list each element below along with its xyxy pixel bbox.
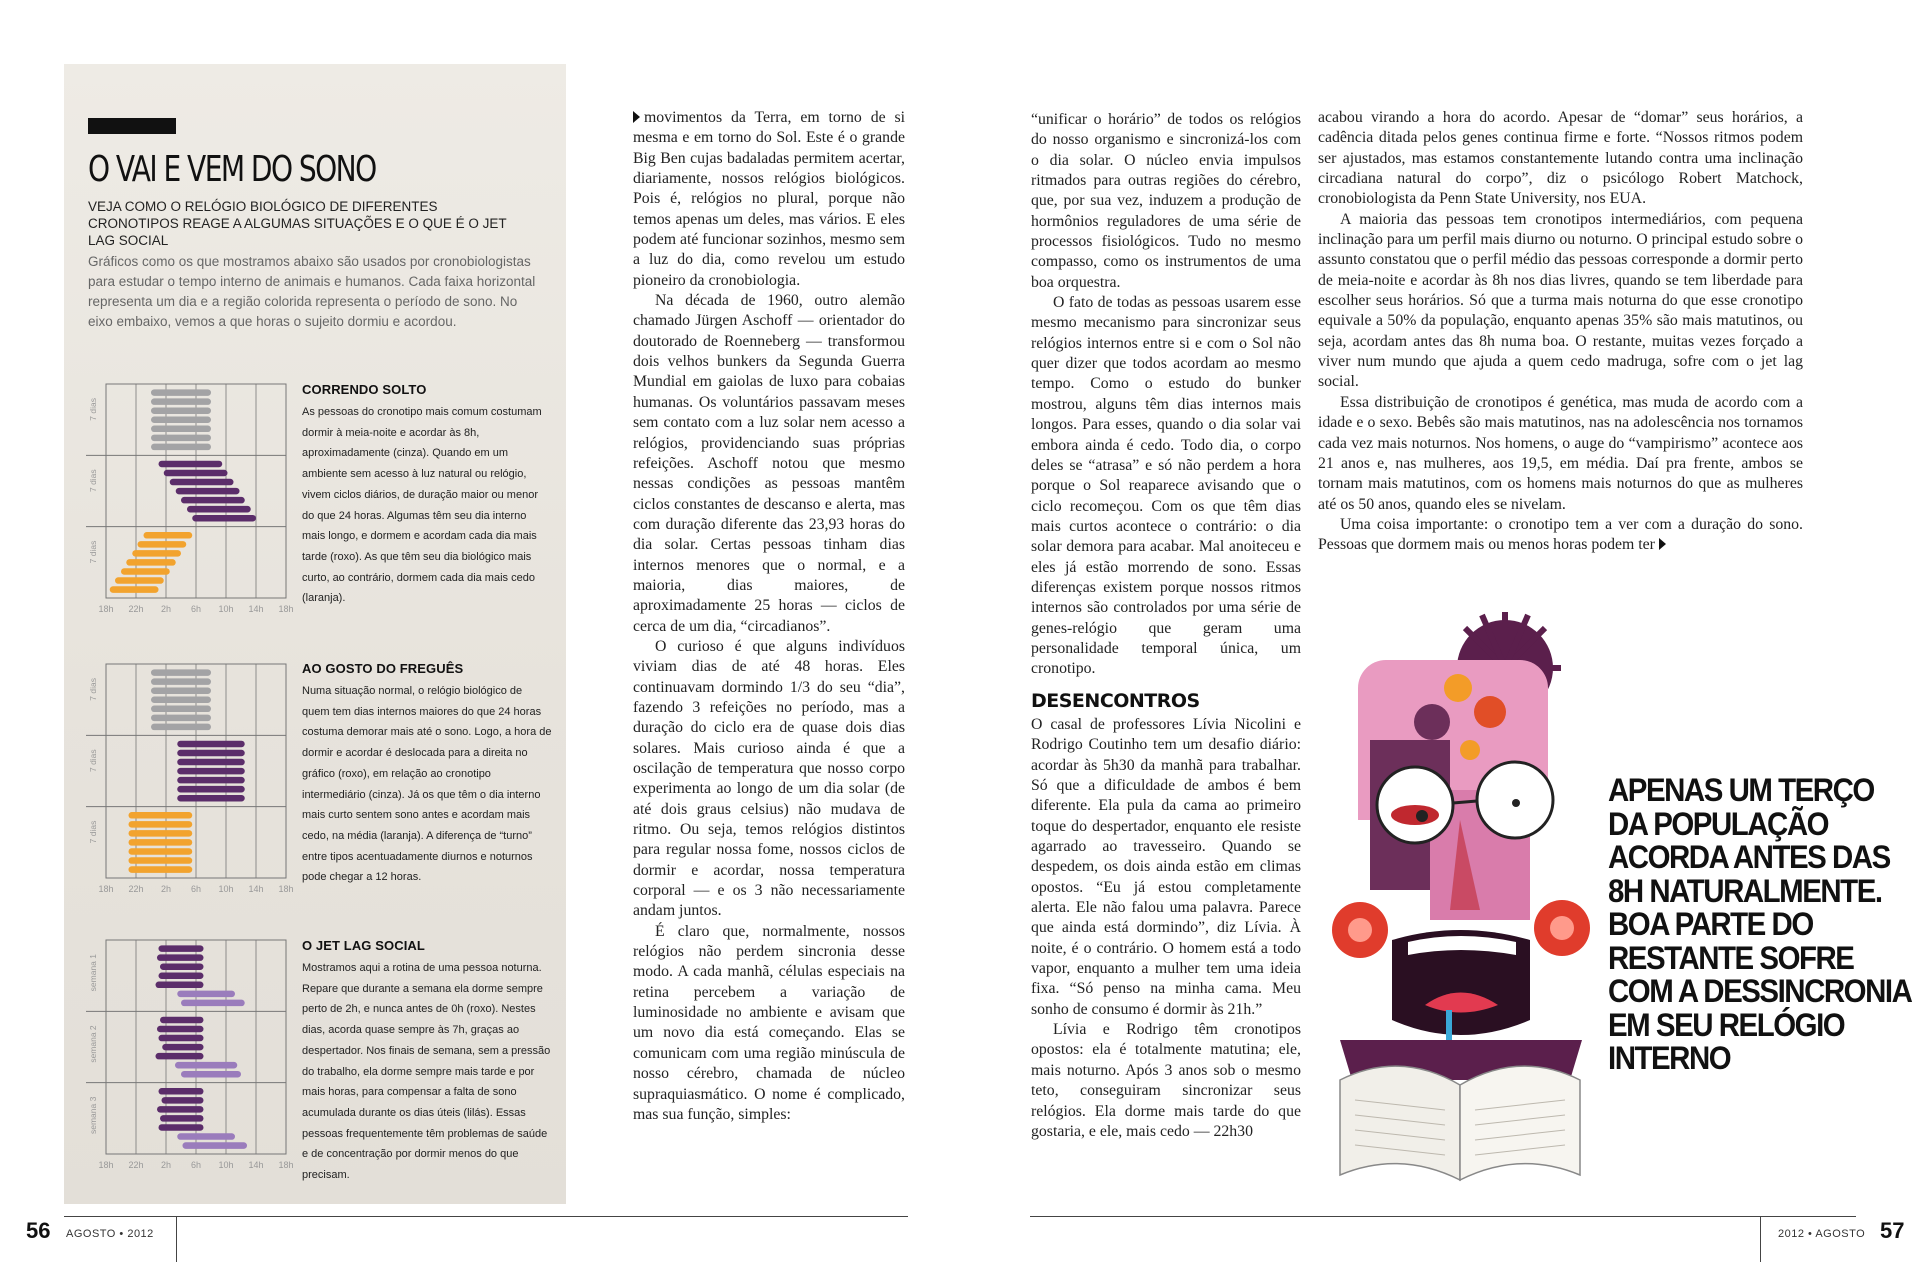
x-tick-label: 14h: [248, 884, 264, 894]
sleep-bar: [175, 1062, 237, 1069]
sleep-bar: [151, 706, 211, 713]
sleep-bar: [151, 669, 211, 676]
gear-icon: [1444, 674, 1472, 702]
article-column-2: [1031, 110, 1301, 1142]
paragraph: Na década de 1960, outro alemão chamado Jürgen Aschoff — orientador do doutorado de Roenneberg — transformou dois velhos bunkers da Segunda Guerra Mundial em gaiolas de luxo para cobaias humanas. Os voluntários passavam meses sem contato com a luz solar nem acesso a relógios, providenciando suas próprias refeições. Aschoff notou que mesmo nessas condições as pessoas mantêm ciclos constantes de descanso e alerta, mas com duração diferente das 23,93 horas do dia solar. Certas pessoas tinham dias internos menores que o normal, e a maioria, dias maiores, de aproximadamente 25 horas — ciclos de cerca de um dia, “circadianos”.: [633, 292, 905, 635]
sleep-bar: [151, 426, 211, 433]
sleep-bar: [151, 435, 211, 442]
x-tick-label: 14h: [248, 604, 264, 614]
section-text: Mostramos aqui a rotina de uma pessoa noturna. Repare que durante a semana ela dorme sempre perto de 2h, e nunca antes de 0h (roxo). Nestes dias, acorda quase sempre às 7h, graças ao despertador. Nos finais de semana, sem a pressão do trabalho, ela dorme sempre mais tarde e por mais horas, para compensar a falta de sono acumulada durante os dias úteis (lilás). Essas pessoas frequentemente têm problemas de saúde e de concentração por dormir menos do que precisam.: [302, 962, 551, 1182]
sleep-chart-svg: [86, 664, 294, 896]
x-tick-label: 22h: [128, 1160, 144, 1170]
sleep-bar: [129, 866, 193, 873]
title-bar-decoration: [88, 118, 176, 134]
paragraph: O casal de professores Lívia Nicolini e Rodrigo Coutinho tem um desafio diário: acordar às 5h30 da manhã para trabalhar. Só que a dificuldade de ambos é bem diferente. Ela pula da cama ao primeiro toque do despertador, enquanto ele resiste agarrado ao travesseiro. Quando se despedem, os dois ainda estão em climas opostos. “Eu já estou completamente alerta. Ele não falou uma palavra. Parece que ainda está dormindo”, diz Lívia. À noite, é o contrário. O homem está a todo vapor, enquanto a mulher tem uma ideia fixa. “Só penso na minha cama. Meu sonho de consumo é dormir às 21h.”: [1031, 715, 1301, 1018]
sleep-bar: [151, 389, 211, 396]
group-label: 7 dias: [88, 678, 98, 701]
sleep-bar: [151, 407, 211, 414]
paragraph: A maioria das pessoas tem cronotipos intermediários, com pequena inclinação para um perfil mais diurno ou noturno. O principal estudo sobre o assunto constatou que o perfil médio das pessoas corresponde a dormir perto de meia-noite e acordar às 8h nos dias livres, quando se tem liberdade para escolher seus horários. Só que a turma mais noturna do que esse cronotipo equivale a 50% da população, enquanto apenas 35% são mais matutinos, ou seja, acordam antes das 8h numa boa. O restante, muitas vezes forçado a viver num mundo que ajuda a quem cedo madruga, sofre com o jet lag social.: [1318, 210, 1803, 391]
sleep-bar: [162, 1097, 204, 1104]
x-tick-label: 22h: [128, 604, 144, 614]
sleep-bar: [121, 568, 170, 575]
sleep-bar: [129, 848, 193, 855]
sleep-bar: [129, 857, 193, 864]
sleep-bar: [156, 1053, 204, 1060]
sleep-bar: [159, 461, 223, 468]
paragraph: movimentos da Terra, em torno de si mesma e em torno do Sol. Este é o grande Big Ben cujas badaladas permitem acertar, diariamente, nossos relógios biológicos. Pois é, relógios no plural, porque não temos apenas um deles, mas vários. E eles podem até funcionar sozinhos, mesmo sem a luz do dia, como revelou um estudo pioneiro da cronobiologia.: [633, 109, 905, 289]
sleep-bar: [160, 1115, 204, 1122]
x-tick-label: 18h: [98, 1160, 114, 1170]
sleep-bar: [157, 954, 204, 961]
paragraph: O fato de todas as pessoas usarem esse mesmo mecanismo para sincronizar seus relógios internos entre si e com o Sol não quer dizer que todos acordam ao mesmo tempo. Como o estudo do bunker mostrou, alguns têm dias internos mais longos. Para esses, quando o dia solar vai embora ainda é cedo. Todo dia, o corpo deles se “atrasa” e só não perdem a hora porque o Sol reaparece avisando que o ciclo recomeçou. Com os que têm dias mais curtos acontece o contrário: o dia solar demora para acabar. Mal anoiteceu e eles já estão morrendo de sono. Essas diferenças existem porque nossos ritmos internos são controlados por uma série de genes-relógio que geram uma personalidade temporal única, um cronotipo.: [1031, 294, 1301, 678]
sleep-bar: [160, 963, 204, 970]
sleep-bar: [183, 1142, 248, 1149]
sleep-bar: [177, 768, 245, 775]
sleep-bar: [151, 678, 211, 685]
sleep-bar: [181, 1071, 241, 1078]
sleep-bar: [177, 1133, 235, 1140]
article-column-3: [1318, 108, 1803, 556]
sleep-bar: [177, 750, 245, 757]
paragraph: Essa distribuição de cronotipos é genética, mas muda de acordo com a idade e o sexo. Bebês são mais matutinos, nas na adolescência nos tornamos cada vez mais noturnos. Nos homens, o auge do “vampirismo” acontece aos 21 anos e, nas mulheres, aos 19,5, em média. Daí pra frente, ambos se tornam mais matutinos, com os homens mais noturnos do que as mulheres até os 50 anos, quando eles se nivelam.: [1318, 393, 1803, 513]
sleep-bar: [177, 991, 235, 998]
footer-rule-right: [1030, 1216, 1856, 1217]
book-left-page: [1340, 1066, 1460, 1180]
sleep-bar: [159, 1035, 204, 1042]
x-tick-label: 6h: [190, 1160, 202, 1170]
paragraph: Uma coisa importante: o cronotipo tem a ver com a duração do sono. Pessoas que dormem mais ou menos horas podem ter: [1318, 515, 1803, 554]
x-tick-label: 18h: [98, 884, 114, 894]
sleep-bar: [177, 777, 245, 784]
section-jet-lag-social: [302, 938, 552, 1186]
sleep-bar: [192, 515, 256, 522]
sleep-bar: [159, 945, 204, 952]
sleep-bar: [115, 577, 164, 584]
section-ao-gosto-do-fregues: [302, 661, 552, 888]
issue-date-left: AGOSTO • 2012: [66, 1228, 154, 1240]
group-label: semana 1: [88, 954, 98, 992]
sleep-bar: [177, 759, 245, 766]
paragraph: É claro que, normalmente, nossos relógios não perdem sincronia desse modo. A cada manhã, células especiais na retina percebem a variação de luminosidade no ambiente e avisam que um novo dia está começando. Elas se comunicam com uma região minúscula de nosso cérebro, chamada de núcleo supraquiasmático. O nome é complicado, mas sua função, simples:: [633, 922, 905, 1123]
x-tick-label: 6h: [190, 604, 202, 614]
paragraph: acabou virando a hora do acordo. Apesar de “domar” seus horários, a cadência ditada pelos genes continua firme e forte. “Nossos ritmos podem ser ajustados, mas estamos constantemente lutando contra uma inclinação circadiana natural do corpo”, diz o psicólogo Robert Matchock, cronobiologista da Penn State University, nos EUA.: [1318, 109, 1803, 208]
footer-divider-left: [176, 1216, 177, 1262]
sleep-bar: [138, 541, 187, 548]
sleep-bar: [156, 982, 204, 989]
group-label: 7 dias: [88, 469, 98, 493]
sleep-bar: [159, 973, 204, 980]
group-label: 7 dias: [88, 820, 98, 844]
sleep-bar: [160, 1017, 204, 1024]
infographic-title: O VAI E VEM DO SONO: [88, 149, 376, 190]
sleep-bar: [144, 532, 193, 539]
section-text: As pessoas do cronotipo mais comum costumam dormir à meia-noite e acordar às 8h, aproximadamente (cinza). Quando em um ambiente sem acesso à luz natural ou relógio, vivem ciclos diários, de duração maior ou menor do que 24 horas. Algumas têm seu dia interno mais longo, e dormem e acordam cada dia mais tarde (roxo). As que têm seu dia biológico mais curto, ao contrário, dormem cada dia mais cedo (laranja).: [302, 406, 542, 605]
sleep-bar: [159, 1088, 204, 1095]
section-text: Numa situação normal, o relógio biológico de quem tem dias internos maiores do que 24 horas costuma demorar mais até o sono. Logo, a hora de dormir e acordar é deslocada para a direita no gráfico (roxo), em relação ao cronotipo intermediário (cinza). Já os que têm o dia interno mais curto sentem sono antes e acordam mais cedo, na média (laranja). A diferença de “turno” entre tipos acentuadamente diurnos e noturnos pode chegar a 12 horas.: [302, 685, 552, 884]
x-tick-label: 18h: [278, 604, 294, 614]
x-tick-label: 6h: [190, 884, 202, 894]
sleep-bar: [181, 497, 245, 504]
sleep-bar: [176, 488, 240, 495]
gear-icon: [1474, 696, 1506, 728]
group-label: 7 dias: [88, 749, 98, 773]
sleep-chart-svg: [86, 940, 294, 1172]
x-tick-label: 18h: [98, 604, 114, 614]
x-tick-label: 10h: [218, 604, 234, 614]
x-tick-label: 2h: [160, 884, 172, 894]
x-tick-label: 18h: [278, 1160, 294, 1170]
continuation-arrow-icon: [633, 111, 640, 123]
group-label: semana 3: [88, 1096, 98, 1135]
sleep-bar: [129, 821, 193, 828]
sleep-chart-svg: [86, 384, 294, 616]
sleep-bar: [132, 550, 181, 557]
sleep-bar: [129, 812, 193, 819]
sleep-bar: [151, 417, 211, 424]
article-column-1: [633, 108, 905, 1125]
section-correndo-solto: [302, 382, 552, 609]
section-heading: O JET LAG SOCIAL: [302, 938, 425, 953]
sleep-bar: [177, 786, 245, 793]
gear-icon: [1460, 740, 1480, 760]
x-tick-label: 22h: [128, 884, 144, 894]
infographic-intro: Gráficos como os que mostramos abaixo são usados por cronobiologistas para estudar o tempo interno de animais e humanos. Cada faixa horizontal representa um dia e a região colorida representa o período de sono. No eixo embaixo, vemos a que horas o sujeito dormiu e acordou.: [88, 254, 536, 329]
section-heading: CORRENDO SOLTO: [302, 382, 427, 397]
sleep-bar: [151, 687, 211, 694]
sleep-bar: [151, 697, 211, 704]
section-heading: AO GOSTO DO FREGUÊS: [302, 661, 464, 676]
issue-date-right: 2012 • AGOSTO: [1778, 1228, 1866, 1240]
footer-rule-left: [64, 1216, 908, 1217]
continues-arrow-icon: [1659, 538, 1666, 550]
sleep-bar: [151, 398, 211, 405]
sleep-bar: [151, 444, 211, 451]
sleep-bar: [170, 479, 234, 486]
x-tick-label: 10h: [218, 884, 234, 894]
sleep-bar: [159, 1124, 204, 1131]
sleep-bar: [151, 715, 211, 722]
sleep-bar: [129, 830, 193, 837]
chart-correndo-solto: [86, 384, 294, 616]
x-tick-label: 14h: [248, 1160, 264, 1170]
chronotype-face-illustration: [1330, 610, 1600, 1180]
x-tick-label: 18h: [278, 884, 294, 894]
x-tick-label: 10h: [218, 1160, 234, 1170]
sleep-bar: [126, 559, 176, 566]
sleep-bar: [177, 795, 245, 802]
chart-ao-gosto-do-fregues: [86, 664, 294, 896]
paragraph: O curioso é que alguns indivíduos viviam dias de até 48 horas. Eles continuavam dormindo 1/3 do seu “dia”, fazendo 3 refeições no período, mas a duração do ciclo era de quase dois dias solares. Mais curioso ainda é que a oscilação de temperatura que nosso corpo experimenta ao longo de um dia solar (de até dois graus celsius) não mudava de ritmo. Ou seja, temos relógios distintos para regular nossa fome, nossos ciclos de dormir e acordar, nossa temperatura corporal — e os 3 não necessariamente andam juntos.: [633, 637, 905, 920]
sleep-bar: [187, 506, 251, 513]
group-label: 7 dias: [88, 540, 98, 564]
page-number-right: 57: [1880, 1218, 1905, 1243]
footer-divider-right: [1760, 1216, 1761, 1262]
pull-quote: APENAS UM TERÇO DA POPULAÇÃO ACORDA ANTES DAS 8H NATURALMENTE. BOA PARTE DO RESTANTE SOFRE COM A DESSINCRONIA EM SEU RELÓGIO INTERNO: [1608, 772, 1911, 1076]
x-tick-label: 2h: [160, 604, 172, 614]
group-label: 7 dias: [88, 398, 98, 421]
sleep-bar: [157, 1106, 204, 1113]
sleep-bar: [164, 470, 228, 477]
sleep-bar: [157, 1026, 204, 1033]
group-label: semana 2: [88, 1025, 98, 1063]
sleep-bar: [110, 586, 159, 593]
x-tick-label: 2h: [160, 1160, 172, 1170]
book-right-page: [1460, 1066, 1580, 1180]
page-number-left: 56: [26, 1218, 51, 1243]
sleep-bar: [151, 724, 211, 731]
paragraph: Lívia e Rodrigo têm cronotipos opostos: ela é totalmente matutina; ele, mais noturno. Após 3 anos sob o mesmo teto, conseguiram sincronizar seus relógios. Ela dorme mais tarde do que gostaria, e ele, mais cedo — 22h30: [1031, 1021, 1301, 1140]
sleep-bar: [181, 1000, 245, 1007]
gear-icon: [1414, 704, 1450, 740]
sleep-bar: [162, 1044, 203, 1051]
infographic-subtitle: VEJA COMO O RELÓGIO BIOLÓGICO DE DIFERENTES CRONOTIPOS REAGE A ALGUMAS SITUAÇÕES E O QUE É O JET LAG SOCIAL: [88, 199, 507, 248]
sleep-bar: [177, 741, 245, 748]
paragraph: “unificar o horário” de todos os relógios do nosso organismo e sincronizá-los com o dia solar. O núcleo envia impulsos ritmados para outras regiões do cérebro, que, por sua vez, induzem a produção de hormônios reguladores de uma série de processos fisiológicos. Tudo no mesmo compasso, como os instrumentos de uma boa orquestra.: [1031, 111, 1301, 291]
sleep-bar: [129, 839, 193, 846]
chart-jet-lag-social: [86, 940, 294, 1172]
section-heading-desencontros: DESENCONTROS: [1031, 689, 1200, 712]
